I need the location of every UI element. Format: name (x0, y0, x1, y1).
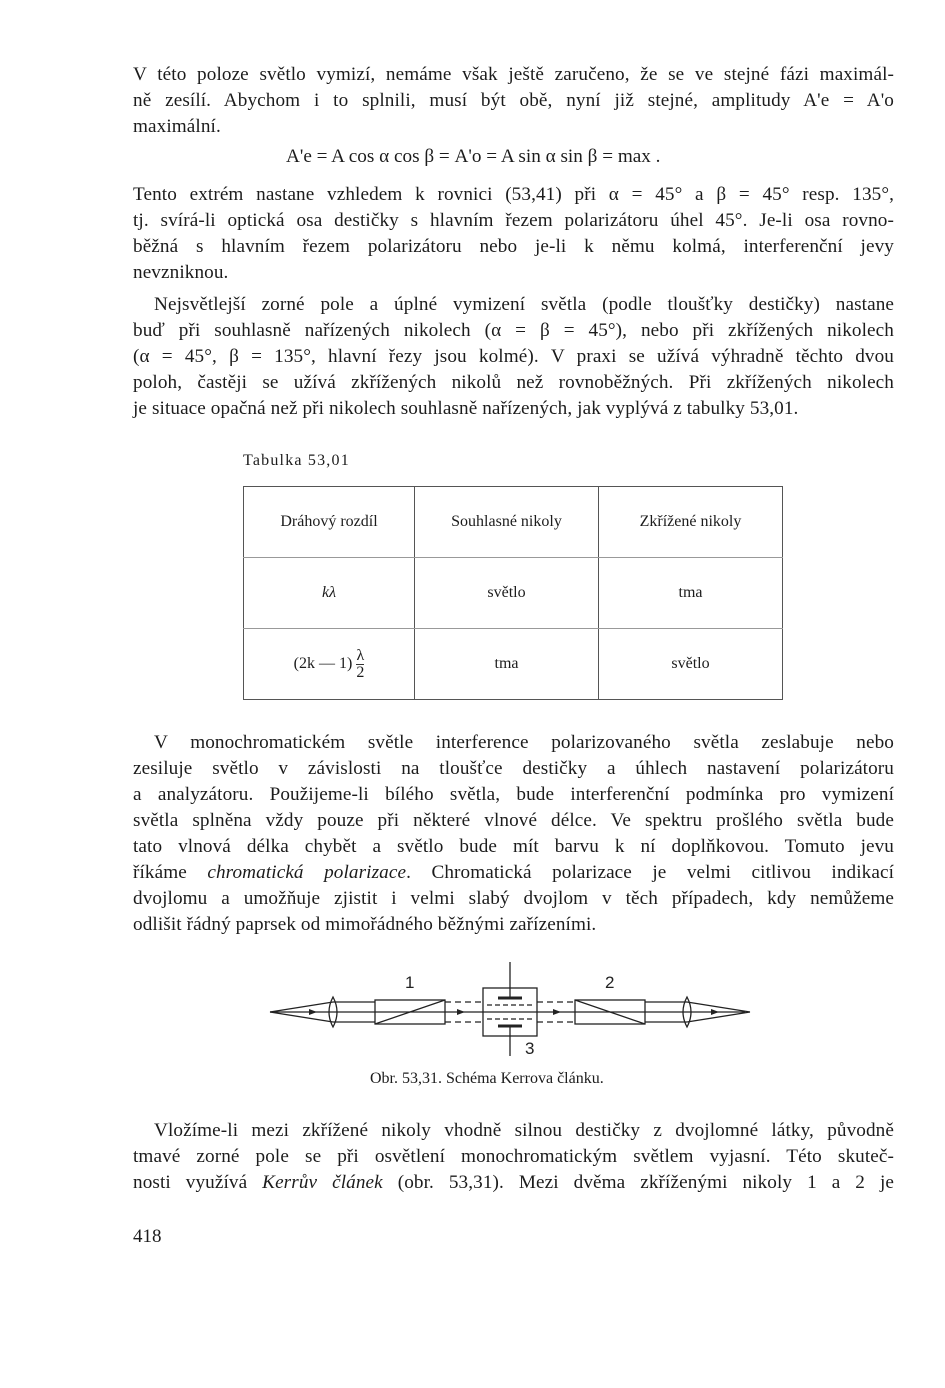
table-row (244, 629, 783, 700)
path-difference-value: kλ (321, 584, 337, 601)
italic-term: Kerrův článek (262, 1172, 383, 1193)
text-line: maximální. (133, 116, 221, 137)
text-line: poloh, častěji se užívá zkřížených nikolů než rovnoběžných. Při zkřížených nikolech (133, 372, 894, 393)
text-line: Nejsvětlejší zorné pole a úplné vymizení světla (podle tloušťky destičky) nastane (154, 294, 894, 315)
text-line: V této poloze světlo vymizí, nemáme však ještě zaručeno, že se ve stejné fázi maximál- (133, 64, 894, 85)
table-cell (244, 558, 415, 629)
table-header-row (244, 487, 783, 558)
table-cell: tma (415, 629, 599, 700)
table-row (244, 558, 783, 629)
text-line: tmavé zorné pole se při osvětlení monochromatickým světlem vyjasní. Této skuteč- (133, 1146, 894, 1167)
paragraph-1 (133, 62, 894, 140)
fraction-numerator: λ (356, 646, 365, 664)
label-1: 1 (405, 973, 415, 992)
text-line: odlišit řádný paprsek od mimořádného běžnými zařízeními. (133, 914, 597, 935)
arrow-icon (711, 1009, 719, 1015)
italic-term: chromatická polarizace (207, 862, 407, 883)
table-cell: světlo (415, 558, 599, 629)
paragraph-3 (133, 292, 894, 422)
table-cell (244, 629, 415, 700)
text-line: je situace opačná než při nikolech souhlasně nařízených, jak vyplývá z tabulky 53,01. (133, 398, 799, 419)
text-line: Vložíme-li mezi zkřížené nikoly vhodně silnou destičky z dvojlomné látky, původně (154, 1120, 894, 1141)
header-cell: Souhlasné nikoly (415, 487, 599, 558)
text-line: říkáme chromatická polarizace. Chromatická polarizace je velmi citlivou indikací (133, 862, 894, 883)
table-cell: tma (599, 558, 783, 629)
text-line: tj. svírá-li optická osa destičky s hlavním řezem polarizátoru úhel 45°. Je-li osa rovno- (133, 210, 894, 231)
arrow-icon (553, 1009, 561, 1015)
text-line: a analyzátoru. Použijeme-li bílého světla, bude interferenční podmínka pro vymizení (133, 784, 894, 805)
text-line: V monochromatickém světle interference polarizovaného světla zeslabuje nebo (154, 732, 894, 753)
text-line: nevzniknou. (133, 262, 229, 283)
kerr-cell-diagram (265, 960, 755, 1060)
table-cell: světlo (599, 629, 783, 700)
header-cell: Dráhový rozdíl (244, 487, 415, 558)
text-line: dvojlomu a umožňuje zjistit i velmi slabý dvojlom v těch případech, kdy nemůžeme (133, 888, 894, 909)
fraction-denominator: 2 (356, 663, 365, 681)
ray-upper-left (270, 1002, 333, 1012)
text-line: světla splněna vždy pouze při některé vlnové délce. Ve spektru prošlého světla bude (133, 810, 894, 831)
ray-lower-left (270, 1012, 333, 1022)
text-line: nosti využívá Kerrův článek (obr. 53,31). Mezi dvěma zkříženými nikoly 1 a 2 je (133, 1172, 894, 1193)
amplitude-equation: A'e = A cos α cos β = A'o = A sin α sin β = max . (286, 146, 661, 167)
ray-upper-right (687, 1002, 750, 1012)
arrow-icon (457, 1009, 465, 1015)
text-line: tato vlnová délka chybět a světlo bude mít barvu k ní doplňkovou. Tomuto jevu (133, 836, 894, 857)
text-line: běžná s hlavním řezem polarizátoru nebo je-li k němu kolmá, interferenční jevy (133, 236, 894, 257)
text-line: ně zesílí. Abychom i to splnili, musí být obě, nyní již stejné, amplitudy A'e = A'o (133, 90, 894, 111)
page-number: 418 (133, 1226, 162, 1247)
text-line: (α = 45°, β = 135°, hlavní řezy jsou kolmé). V praxi se užívá výhradně těchto dvou (133, 346, 894, 367)
text-line: Tento extrém nastane vzhledem k rovnici (53,41) při α = 45° a β = 45° resp. 135°, (133, 184, 894, 205)
label-3: 3 (525, 1039, 535, 1058)
paragraph-4 (133, 730, 894, 938)
interference-table (243, 486, 783, 700)
text-line: zesiluje světlo v závislosti na tloušťce destičky a úhlech nastavení polarizátoru (133, 758, 894, 779)
paragraph-5 (133, 1118, 894, 1196)
arrow-icon (309, 1009, 317, 1015)
header-cell: Zkřížené nikoly (599, 487, 783, 558)
figure-caption: Obr. 53,31. Schéma Kerrova článku. (370, 1070, 604, 1087)
table-caption: Tabulka 53,01 (243, 452, 350, 469)
label-2: 2 (605, 973, 615, 992)
text-line: buď při souhlasně nařízených nikolech (α = β = 45°), nebo při zkřížených nikolech (133, 320, 894, 341)
path-prefix: (2k — 1) (293, 654, 353, 672)
ray-lower-right (687, 1012, 750, 1022)
paragraph-2 (133, 182, 894, 286)
fraction (356, 648, 364, 681)
